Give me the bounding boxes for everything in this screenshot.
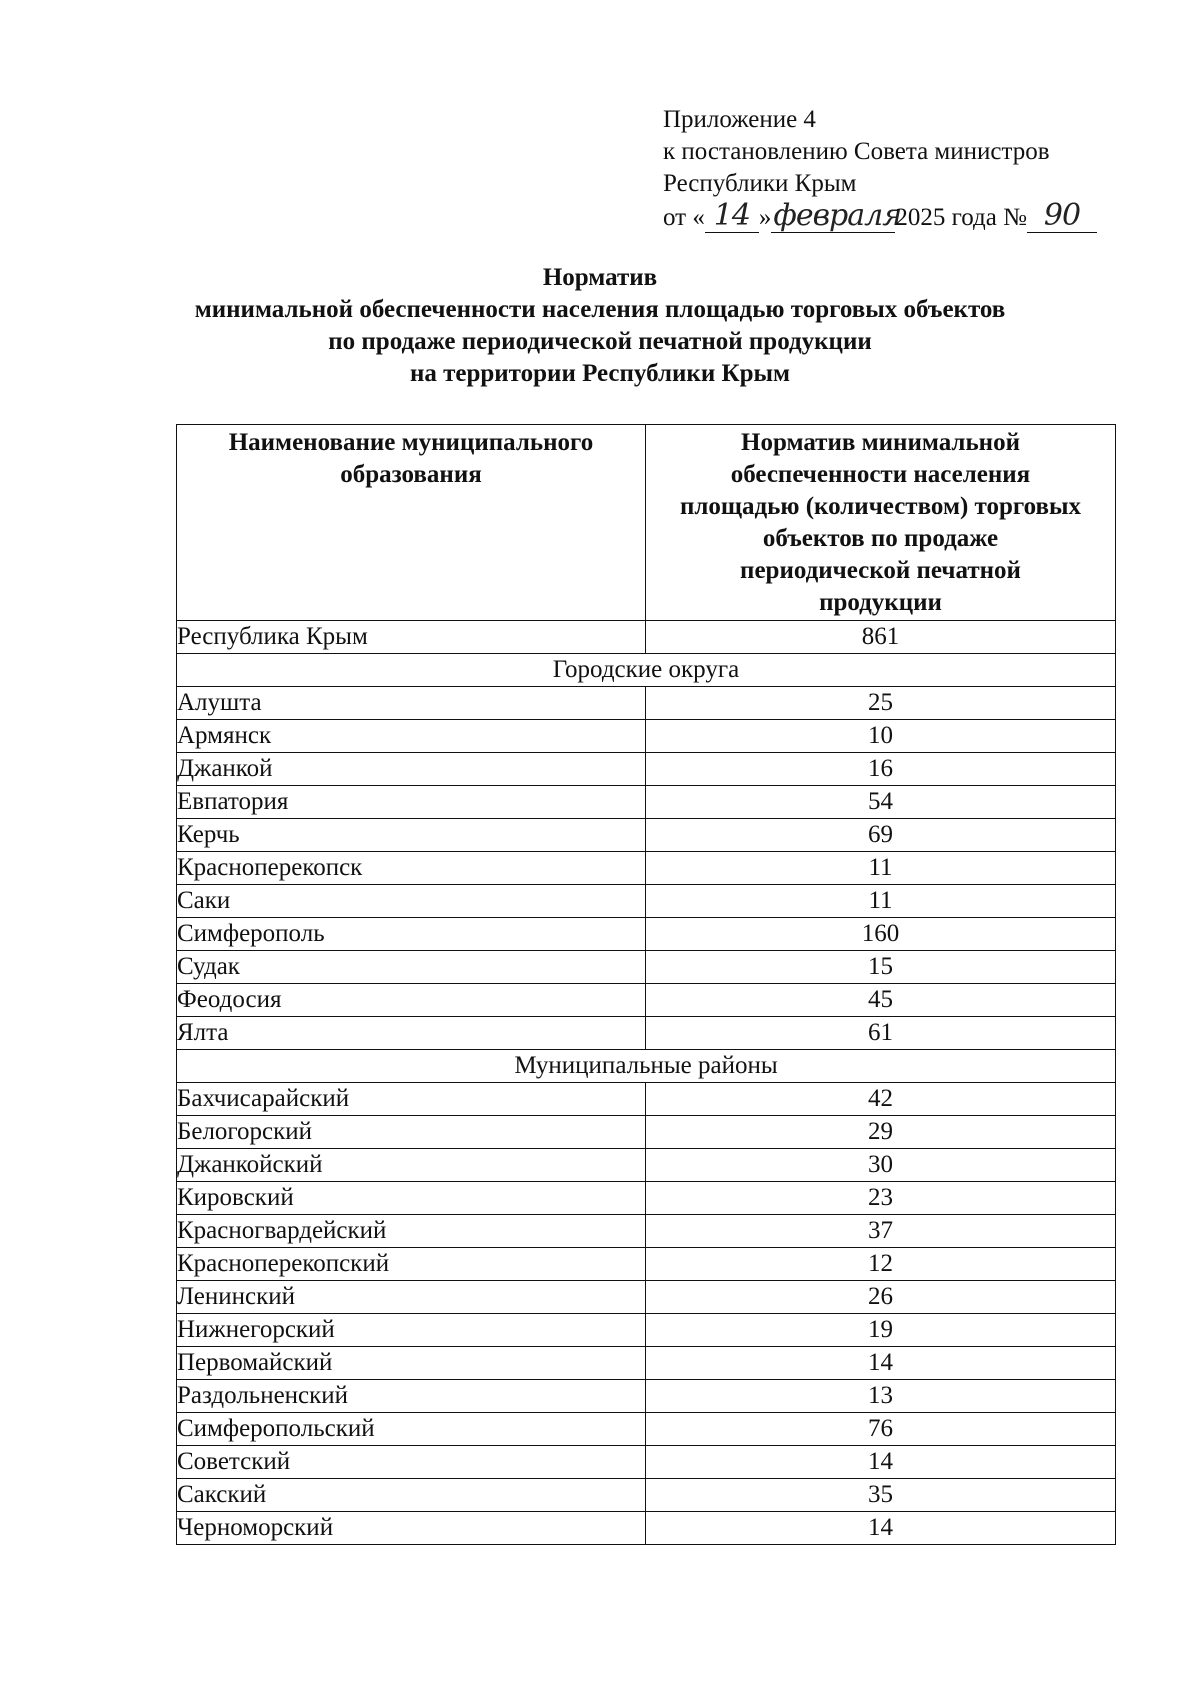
handwritten-day: 14 bbox=[705, 200, 759, 233]
table-row bbox=[177, 1512, 1116, 1545]
total-value: 861 bbox=[646, 621, 1116, 654]
table-row bbox=[177, 687, 1116, 720]
norm-value: 13 bbox=[646, 1380, 1116, 1413]
municipality-name: Армянск bbox=[177, 720, 646, 753]
norm-value: 23 bbox=[646, 1182, 1116, 1215]
norm-value: 16 bbox=[646, 753, 1116, 786]
norm-value: 42 bbox=[646, 1083, 1116, 1116]
table-row bbox=[177, 852, 1116, 885]
table-row bbox=[177, 1413, 1116, 1446]
document-title bbox=[0, 262, 1200, 390]
table-row bbox=[177, 984, 1116, 1017]
total-name: Республика Крым bbox=[177, 621, 646, 654]
appendix-line-3: Республики Крым bbox=[663, 170, 857, 197]
table-row bbox=[177, 1281, 1116, 1314]
municipality-name: Джанкойский bbox=[177, 1149, 646, 1182]
norm-value: 10 bbox=[646, 720, 1116, 753]
municipality-name: Кировский bbox=[177, 1182, 646, 1215]
table-row bbox=[177, 786, 1116, 819]
group-header-row bbox=[177, 654, 1116, 687]
col-header-municipality-text: Наименование муниципального образования bbox=[228, 429, 594, 488]
norm-table bbox=[176, 424, 1116, 1545]
municipality-name: Ленинский bbox=[177, 1281, 646, 1314]
appendix-date-line bbox=[663, 200, 1097, 234]
municipality-name: Саки bbox=[177, 885, 646, 918]
municipality-name: Красноперекопск bbox=[177, 852, 646, 885]
norm-value: 19 bbox=[646, 1314, 1116, 1347]
norm-value: 11 bbox=[646, 852, 1116, 885]
table-row bbox=[177, 1479, 1116, 1512]
table-row bbox=[177, 1083, 1116, 1116]
municipality-name: Бахчисарайский bbox=[177, 1083, 646, 1116]
group-header-row bbox=[177, 1050, 1116, 1083]
municipality-name: Нижнегорский bbox=[177, 1314, 646, 1347]
title-line-1: Норматив bbox=[542, 264, 658, 291]
table-row bbox=[177, 1149, 1116, 1182]
municipality-name: Джанкой bbox=[177, 753, 646, 786]
table-row bbox=[177, 753, 1116, 786]
norm-value: 12 bbox=[646, 1248, 1116, 1281]
table-row bbox=[177, 819, 1116, 852]
norm-value: 160 bbox=[646, 918, 1116, 951]
table-row bbox=[177, 1017, 1116, 1050]
municipality-name: Керчь bbox=[177, 819, 646, 852]
norm-value: 15 bbox=[646, 951, 1116, 984]
norm-value: 54 bbox=[646, 786, 1116, 819]
municipality-name: Симферопольский bbox=[177, 1413, 646, 1446]
municipality-name: Евпатория bbox=[177, 786, 646, 819]
group-title-city-districts: Городские округа bbox=[177, 654, 1116, 687]
table-row bbox=[177, 951, 1116, 984]
title-line-3: по продаже периодической печатной продукции bbox=[328, 328, 872, 355]
municipality-name: Ялта bbox=[177, 1017, 646, 1050]
norm-value: 26 bbox=[646, 1281, 1116, 1314]
norm-value: 76 bbox=[646, 1413, 1116, 1446]
norm-value: 11 bbox=[646, 885, 1116, 918]
municipality-name: Красноперекопский bbox=[177, 1248, 646, 1281]
appendix-block bbox=[663, 104, 1097, 234]
date-prefix: от « bbox=[663, 204, 705, 231]
municipality-name: Алушта bbox=[177, 687, 646, 720]
norm-value: 14 bbox=[646, 1512, 1116, 1545]
norm-value: 61 bbox=[646, 1017, 1116, 1050]
norm-value: 29 bbox=[646, 1116, 1116, 1149]
norm-value: 30 bbox=[646, 1149, 1116, 1182]
table-row bbox=[177, 1347, 1116, 1380]
table-row bbox=[177, 1215, 1116, 1248]
table-row bbox=[177, 1380, 1116, 1413]
table-row bbox=[177, 918, 1116, 951]
col-header-norm-text: Норматив минимальной обеспеченности населения площадью (количеством) торговых объектов по продаже периодической печатной продукции bbox=[679, 429, 1082, 616]
municipality-name: Белогорский bbox=[177, 1116, 646, 1149]
col-header-norm bbox=[646, 425, 1116, 621]
col-header-municipality bbox=[177, 425, 646, 621]
appendix-line-1: Приложение 4 bbox=[663, 106, 816, 133]
municipality-name: Судак bbox=[177, 951, 646, 984]
table-row bbox=[177, 720, 1116, 753]
norm-value: 45 bbox=[646, 984, 1116, 1017]
norm-value: 69 bbox=[646, 819, 1116, 852]
handwritten-doc-number: 90 bbox=[1027, 200, 1097, 233]
norm-value: 25 bbox=[646, 687, 1116, 720]
table-row bbox=[177, 1248, 1116, 1281]
municipality-name: Черноморский bbox=[177, 1512, 646, 1545]
date-mid: » bbox=[758, 204, 772, 231]
table-row bbox=[177, 885, 1116, 918]
table-header-row bbox=[177, 425, 1116, 621]
table-row bbox=[177, 1314, 1116, 1347]
municipality-name: Красногвардейский bbox=[177, 1215, 646, 1248]
norm-value: 14 bbox=[646, 1347, 1116, 1380]
municipality-name: Симферополь bbox=[177, 918, 646, 951]
municipality-name: Первомайский bbox=[177, 1347, 646, 1380]
municipality-name: Феодосия bbox=[177, 984, 646, 1017]
municipality-name: Раздольненский bbox=[177, 1380, 646, 1413]
title-line-4: на территории Республики Крым bbox=[409, 360, 791, 387]
date-year: 2025 года № bbox=[895, 204, 1027, 231]
group-title-municipal-districts: Муниципальные районы bbox=[177, 1050, 1116, 1083]
total-row bbox=[177, 621, 1116, 654]
norm-value: 14 bbox=[646, 1446, 1116, 1479]
title-line-2: минимальной обеспеченности населения площадью торговых объектов bbox=[194, 296, 1006, 323]
municipality-name: Советский bbox=[177, 1446, 646, 1479]
municipality-name: Сакский bbox=[177, 1479, 646, 1512]
norm-value: 37 bbox=[646, 1215, 1116, 1248]
table-row bbox=[177, 1182, 1116, 1215]
table-row bbox=[177, 1116, 1116, 1149]
table-row bbox=[177, 1446, 1116, 1479]
norm-value: 35 bbox=[646, 1479, 1116, 1512]
appendix-line-2: к постановлению Совета министров bbox=[663, 138, 1050, 165]
handwritten-month: февраля bbox=[773, 198, 902, 233]
